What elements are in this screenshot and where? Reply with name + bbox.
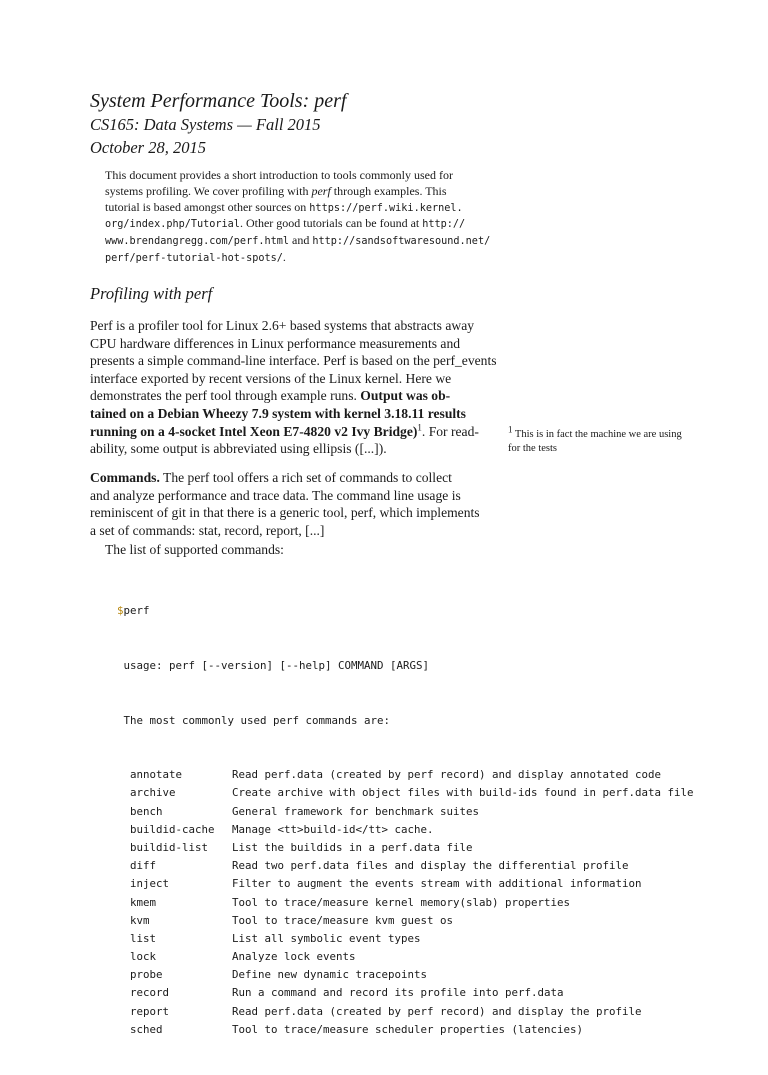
paragraph-line: Perf is a profiler tool for Linux 2.6+ based systems that abstracts away [90, 318, 475, 333]
sidenote-line [508, 424, 708, 442]
command-description: Manage <tt>build-id</tt> cache. [232, 822, 434, 836]
command-list [117, 766, 694, 1039]
code-listing [117, 566, 694, 1075]
abstract-link[interactable]: org/index.php/Tutorial [105, 219, 240, 231]
command-name: lock [130, 950, 157, 964]
command-row [117, 894, 694, 912]
command-name: kvm [130, 913, 150, 927]
command-name: record [130, 986, 170, 1000]
abstract-line [105, 250, 485, 267]
paragraph-run-in-heading: Commands. [90, 470, 160, 485]
command-row [117, 766, 694, 784]
paragraph-line: a set of commands: stat, record, report, [...] [90, 522, 325, 538]
command-name: buildid-cache [130, 822, 215, 836]
paragraph-line [90, 387, 482, 405]
command-name: buildid-list [130, 840, 209, 854]
code-line: usage: perf [--version] [--help] COMMAND [ARGS] [117, 659, 430, 672]
command-row [117, 912, 694, 930]
section-heading: Profiling with perf [90, 284, 213, 303]
abstract-text: systems profiling. We cover profiling with [105, 183, 312, 198]
command-row [117, 966, 694, 984]
abstract-text: This document provides a short introduction to tools commonly used for [105, 168, 453, 182]
command-row [117, 839, 694, 857]
command-name: list [130, 931, 157, 945]
paragraph-text: demonstrates the perf tool through example runs. [90, 388, 361, 404]
command-description: Define new dynamic tracepoints [232, 968, 428, 982]
abstract-link[interactable]: www.brendangregg.com/perf.html [105, 236, 290, 248]
command-description: Read perf.data (created by perf record) and display annotated code [232, 768, 662, 782]
paragraph-text: . For read- [421, 423, 479, 439]
paragraph-bold-text: running on a 4-socket Intel Xeon E7-4820 v2 Ivy Bridge) [90, 423, 418, 439]
command-name: bench [130, 804, 163, 818]
abstract-text: through examples. This [330, 183, 447, 198]
command-row [117, 948, 694, 966]
abstract-text: . Other good tutorials can be found at [239, 216, 423, 231]
command-row [117, 984, 694, 1002]
paragraph-list-intro [105, 541, 497, 559]
shell-command: perf [123, 604, 150, 618]
command-description: Analyze lock events [232, 950, 356, 964]
sidenote-marker: 1 [508, 424, 513, 435]
sidenote-text: This is in fact the machine we are using [512, 429, 682, 440]
command-description: Run a command and record its profile into perf.data [232, 986, 564, 1000]
command-name: sched [130, 1022, 163, 1036]
abstract-link[interactable]: http:// [422, 219, 466, 231]
abstract-line [105, 200, 485, 217]
command-row [117, 803, 694, 821]
command-row [117, 857, 694, 875]
code-prompt-line [117, 602, 694, 620]
paragraph-bold-text: Output was ob- [360, 388, 451, 404]
sidenote-line: for the tests [508, 442, 557, 454]
course-subtitle: CS165: Data Systems — Fall 2015 [90, 115, 321, 134]
paragraph-line [90, 423, 482, 441]
paragraph-commands [90, 469, 482, 539]
paragraph-line: reminiscent of git in that there is a generic tool, perf, which implements [90, 505, 480, 521]
command-description: Tool to trace/measure kernel memory(slab) properties [232, 895, 571, 909]
command-description: Read two perf.data files and display the differential profile [232, 859, 629, 873]
command-row [117, 930, 694, 948]
command-description: General framework for benchmark suites [232, 804, 480, 818]
document-title: System Performance Tools: perf [90, 90, 347, 112]
paragraph-line: presents a simple command-line interface. Perf is based on the perf_events [90, 353, 497, 369]
command-name: annotate [130, 768, 183, 782]
paragraph-text: The perf tool offers a rich set of commands to collect [159, 470, 452, 485]
paragraph-line: ability, some output is abbreviated using ellipsis ([...]). [90, 441, 387, 457]
command-name: archive [130, 786, 176, 800]
sidenote [508, 424, 708, 455]
document-date: October 28, 2015 [90, 138, 206, 157]
abstract-line [105, 184, 485, 200]
paragraph-intro [90, 317, 497, 458]
abstract-line [105, 168, 485, 184]
command-name: diff [130, 859, 157, 873]
paragraph-line [90, 405, 482, 423]
footnote-marker[interactable]: 1 [417, 422, 422, 433]
command-name: kmem [130, 895, 157, 909]
abstract-link[interactable]: https://perf.wiki.kernel. [309, 202, 463, 214]
command-name: probe [130, 968, 163, 982]
paragraph-line: and analyze performance and trace data. The command line usage is [90, 487, 461, 503]
command-row [117, 821, 694, 839]
abstract-text: . [282, 249, 286, 264]
command-description: List all symbolic event types [232, 931, 421, 945]
command-description: Tool to trace/measure kvm guest os [232, 913, 454, 927]
command-row [117, 784, 694, 802]
command-description: Read perf.data (created by perf record) and display the profile [232, 1004, 642, 1018]
abstract-text: tutorial is based amongst other sources on [105, 199, 310, 214]
abstract-tool-name: perf [311, 183, 331, 198]
command-description: Filter to augment the events stream with additional information [232, 877, 642, 891]
shell-prompt: $ [117, 604, 124, 618]
command-description: Tool to trace/measure scheduler properties (latencies) [232, 1022, 584, 1036]
abstract-link[interactable]: perf/perf-tutorial-hot-spots/ [105, 252, 283, 264]
command-name: report [130, 1004, 170, 1018]
abstract-link[interactable]: http://sandsoftwaresound.net/ [312, 236, 491, 248]
abstract-text: and [289, 233, 313, 248]
command-name: inject [130, 877, 170, 891]
command-description: Create archive with object files with build-ids found in perf.data file [232, 786, 694, 800]
paragraph-bold-text: tained on a Debian Wheezy 7.9 system with kernel 3.18.11 results [90, 405, 466, 421]
command-row [117, 1003, 694, 1021]
code-line: The most commonly used perf commands are: [117, 713, 391, 727]
paragraph-line: CPU hardware differences in Linux performance measurements and [90, 335, 461, 351]
abstract [105, 168, 491, 267]
paragraph-line: interface exported by recent versions of the Linux kernel. Here we [90, 370, 452, 386]
command-row [117, 875, 694, 893]
abstract-line [105, 216, 485, 233]
command-description: List the buildids in a perf.data file [232, 840, 473, 854]
abstract-line [105, 233, 491, 250]
paragraph-line: The list of supported commands: [105, 542, 284, 557]
paragraph-line [90, 469, 482, 487]
